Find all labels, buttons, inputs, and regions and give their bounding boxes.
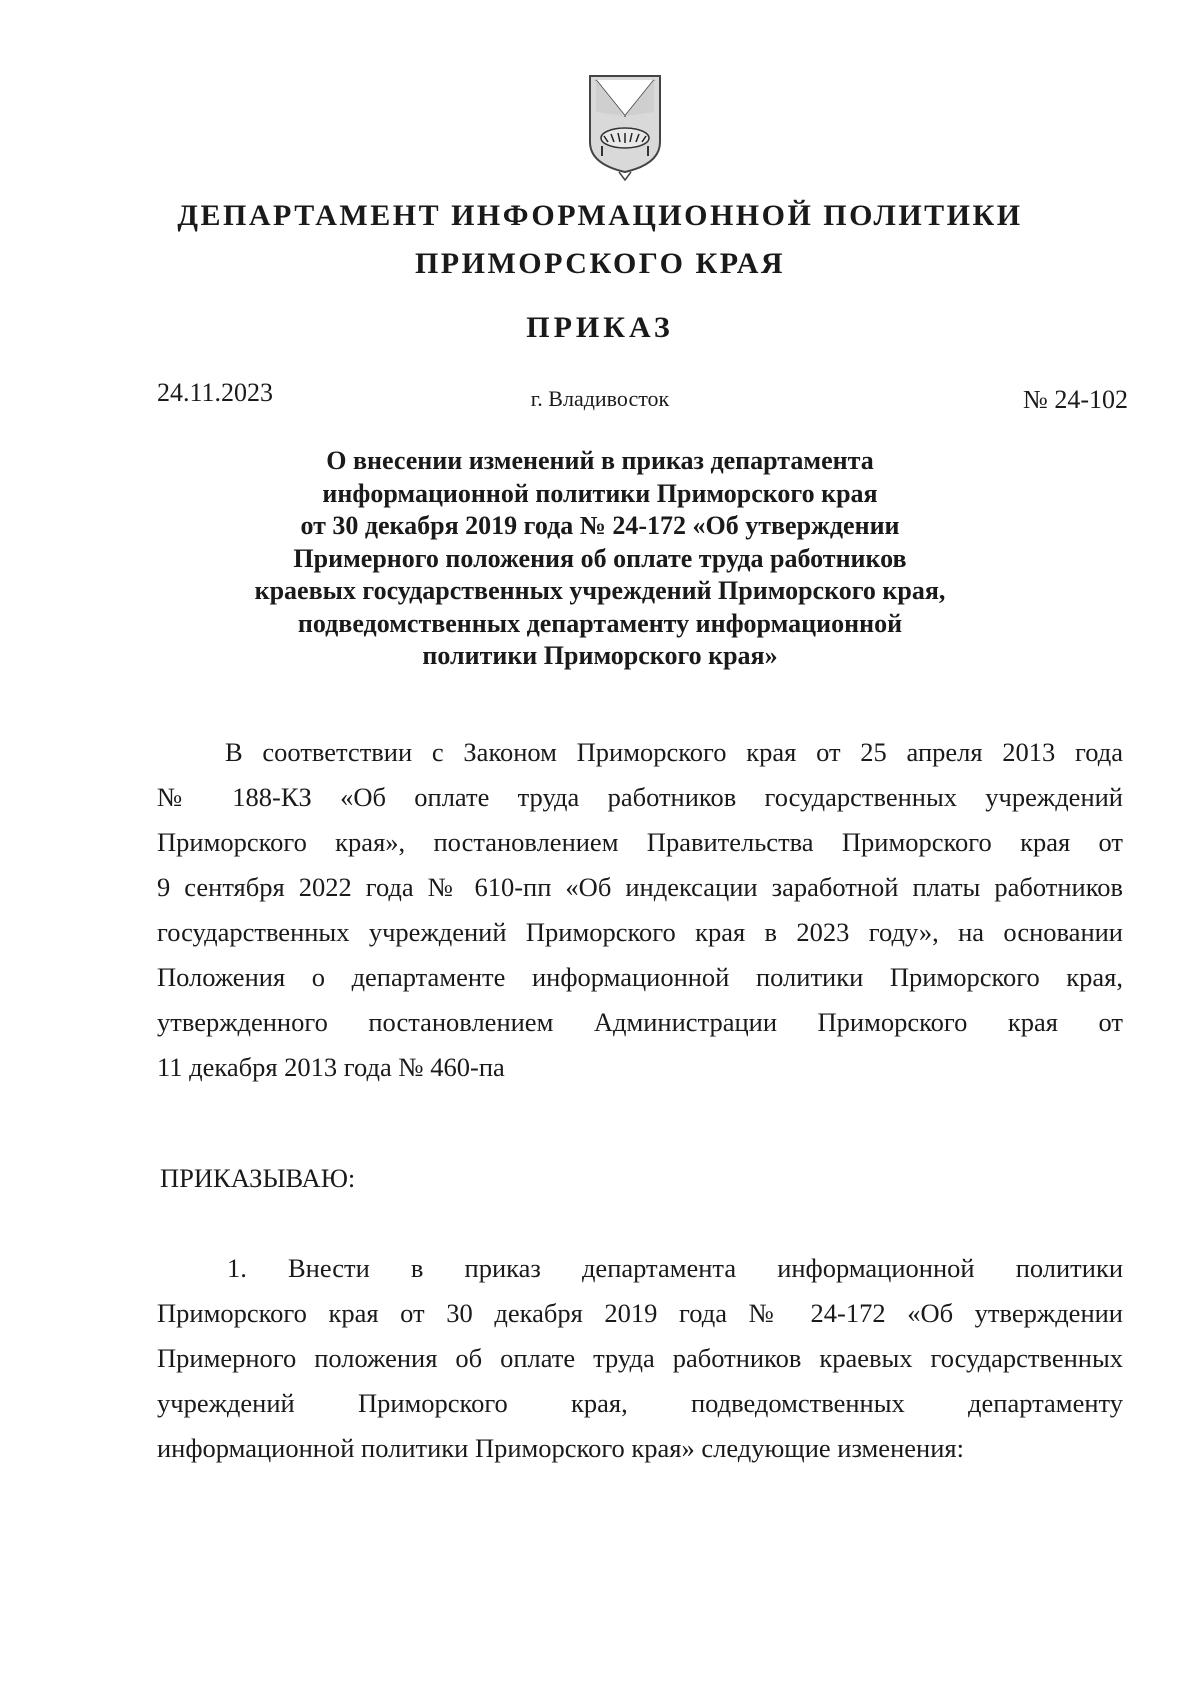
- order-directive-word: ПРИКАЗЫВАЮ:: [160, 1163, 356, 1193]
- document-date: 24.11.2023: [157, 378, 274, 407]
- preamble-line: утвержденного постановлением Администрации Приморского края от: [157, 1007, 1123, 1037]
- order-item-line: 1. Внести в приказ департамента информационной политики: [227, 1253, 1123, 1283]
- order-item-1: [157, 1246, 1123, 1471]
- document-type-title: ПРИКАЗ: [526, 311, 674, 344]
- subject-line: политики Приморского края»: [422, 641, 778, 670]
- preamble-line: государственных учреждений Приморского края в 2023 году», на основании: [157, 917, 1123, 947]
- preamble-paragraph: [157, 730, 1123, 1090]
- subject-line: краевых государственных учреждений Приморского края,: [254, 576, 946, 605]
- subject-line: О внесении изменений в приказ департамента: [326, 446, 874, 475]
- organization-name-line1: ДЕПАРТАМЕНТ ИНФОРМАЦИОННОЙ ПОЛИТИКИ: [177, 199, 1023, 232]
- order-item-line: Примерного положения об оплате труда работников краевых государственных: [157, 1343, 1123, 1373]
- preamble-line: 11 декабря 2013 года № 460-па: [157, 1052, 505, 1082]
- document-subject: [230, 445, 970, 673]
- organization-name-line2: ПРИМОРСКОГО КРАЯ: [414, 247, 786, 280]
- coat-of-arms-shield-icon: [584, 72, 666, 182]
- preamble-line: Положения о департаменте информационной политики Приморского края,: [157, 962, 1123, 992]
- subject-line: от 30 декабря 2019 года № 24-172 «Об утверждении: [300, 511, 900, 540]
- order-item-line: Приморского края от 30 декабря 2019 года № 24-172 «Об утверждении: [157, 1298, 1123, 1328]
- order-item-line: учреждений Приморского края, подведомственных департаменту: [157, 1388, 1123, 1418]
- preamble-line: № 188-КЗ «Об оплате труда работников государственных учреждений: [157, 782, 1123, 812]
- order-item-line: информационной политики Приморского края» следующие изменения:: [157, 1433, 964, 1463]
- document-number: № 24-102: [1023, 385, 1128, 414]
- preamble-line: 9 сентября 2022 года № 610-пп «Об индексации заработной платы работников: [157, 872, 1123, 902]
- coat-of-arms-icon: [584, 72, 666, 182]
- subject-line: Примерного положения об оплате труда работников: [293, 543, 907, 573]
- subject-line: информационной политики Приморского края: [322, 478, 878, 508]
- preamble-line: Приморского края», постановлением Правительства Приморского края от: [157, 827, 1123, 857]
- subject-line: подведомственных департаменту информационной: [297, 608, 903, 638]
- document-city: г. Владивосток: [530, 386, 670, 411]
- preamble-line: В соответствии с Законом Приморского края от 25 апреля 2013 года: [225, 737, 1123, 767]
